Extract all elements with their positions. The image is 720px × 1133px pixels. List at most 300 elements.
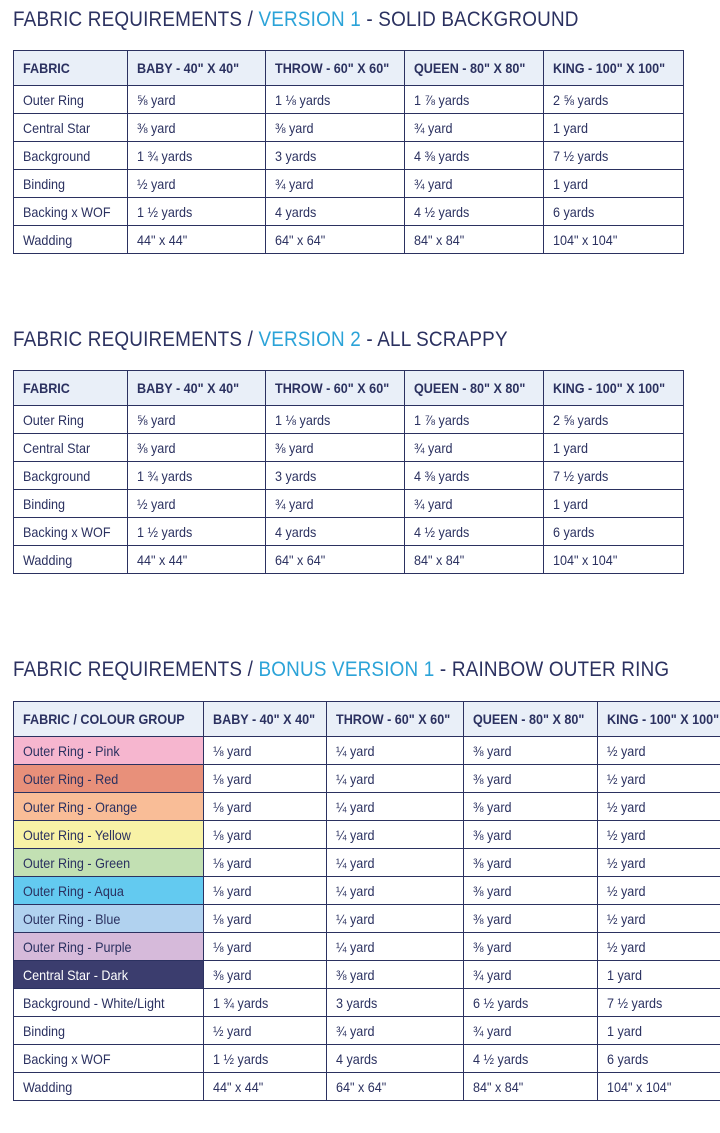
amount-cell (266, 170, 405, 198)
cell-text: ⅜ yard (275, 119, 314, 136)
cell-text: 4 ½ yards (414, 203, 470, 220)
column-header (14, 371, 128, 406)
cell-text: Outer Ring - Aqua (23, 882, 124, 899)
cell-text: ⅜ yard (472, 826, 512, 843)
cell-text: 1 ½ yards (136, 203, 193, 220)
amount-cell (544, 406, 684, 434)
cell-text: Outer Ring - Blue (23, 910, 121, 927)
cell-text: Outer Ring - Red (23, 770, 119, 787)
column-header (597, 702, 720, 737)
cell-text: 1 ¾ yards (212, 994, 269, 1011)
cell-text: Binding (23, 175, 66, 192)
table-row (14, 114, 684, 142)
table-row (14, 877, 720, 905)
cell-text: ½ yard (606, 770, 646, 787)
column-header (14, 702, 204, 737)
amount-cell (544, 518, 684, 546)
cell-text: 7 ½ yards (606, 994, 663, 1011)
colour-swatch-cell (14, 905, 204, 933)
amount-cell (327, 1045, 464, 1073)
cell-text: Outer Ring - Yellow (23, 826, 131, 843)
cell-text: ¼ yard (336, 938, 375, 955)
section-heading: FABRIC REQUIREMENTS / VERSION 2 - ALL SCRAPPY (13, 328, 508, 351)
cell-text: ¾ yard (472, 966, 512, 983)
amount-cell (405, 198, 544, 226)
fabric-name-cell (14, 86, 128, 114)
amount-cell (463, 905, 597, 933)
cell-text: Background (23, 467, 91, 484)
amount-cell (597, 765, 720, 793)
amount-cell (327, 793, 464, 821)
amount-cell (203, 1017, 326, 1045)
fabric-name-cell (14, 490, 128, 518)
column-header-label: THROW - 60" X 60" (275, 380, 390, 396)
cell-text: Binding (23, 495, 66, 512)
cell-text: ⅜ yard (212, 966, 252, 983)
amount-cell (127, 142, 266, 170)
amount-cell (405, 462, 544, 490)
cell-text: 1 ¾ yards (136, 147, 193, 164)
colour-swatch-cell (14, 933, 204, 961)
table-row (14, 198, 684, 226)
amount-cell (127, 226, 266, 254)
column-header (405, 371, 544, 406)
cell-text: ½ yard (136, 495, 176, 512)
amount-cell (597, 905, 720, 933)
cell-text: ⅛ yard (212, 798, 252, 815)
amount-cell (266, 142, 405, 170)
amount-cell (266, 86, 405, 114)
amount-cell (463, 989, 597, 1017)
column-header (14, 51, 128, 86)
cell-text: 104" x 104" (553, 231, 618, 248)
table-header-row (14, 51, 684, 86)
amount-cell (463, 877, 597, 905)
column-header-label: BABY - 40" X 40" (136, 60, 239, 76)
column-header-label: KING - 100" X 100" (606, 711, 719, 727)
amount-cell (597, 849, 720, 877)
amount-cell (203, 961, 326, 989)
cell-text: Central Star - Dark (23, 966, 129, 983)
amount-cell (203, 989, 326, 1017)
amount-cell (266, 546, 405, 574)
fabric-name-cell (14, 114, 128, 142)
section-version-2 (13, 328, 666, 568)
amount-cell (597, 1073, 720, 1101)
table-row (14, 793, 720, 821)
amount-cell (266, 434, 405, 462)
fabric-name-cell (14, 518, 128, 546)
cell-text: ½ yard (606, 938, 646, 955)
cell-text: 1 yard (606, 966, 642, 983)
amount-cell (203, 905, 326, 933)
amount-cell (463, 849, 597, 877)
fabric-name-cell (14, 989, 204, 1017)
amount-cell (266, 114, 405, 142)
amount-cell (127, 490, 266, 518)
cell-text: ⅜ yard (336, 966, 375, 983)
fabric-name-cell (14, 1073, 204, 1101)
amount-cell (203, 849, 326, 877)
amount-cell (203, 933, 326, 961)
cell-text: 7 ½ yards (553, 467, 609, 484)
table-row (14, 462, 684, 490)
table-row (14, 434, 684, 462)
table-header-row (14, 371, 684, 406)
cell-text: ¼ yard (336, 826, 375, 843)
cell-text: Background (23, 147, 91, 164)
section-bonus-version-1 (13, 658, 720, 1095)
cell-text: 84" x 84" (414, 551, 465, 568)
amount-cell (597, 877, 720, 905)
table-row (14, 546, 684, 574)
fabric-name-cell (14, 198, 128, 226)
cell-text: 1 ½ yards (212, 1050, 269, 1067)
colour-swatch-cell (14, 961, 204, 989)
amount-cell (127, 434, 266, 462)
amount-cell (327, 1073, 464, 1101)
table-row (14, 961, 720, 989)
cell-text: Backing x WOF (23, 523, 111, 540)
amount-cell (405, 546, 544, 574)
cell-text: 3 yards (275, 467, 317, 484)
column-header-label: BABY - 40" X 40" (212, 711, 315, 727)
fabric-name-cell (14, 546, 128, 574)
cell-text: 7 ½ yards (553, 147, 609, 164)
cell-text: 3 yards (275, 147, 317, 164)
table-row (14, 905, 720, 933)
cell-text: ¾ yard (275, 495, 314, 512)
column-header (203, 702, 326, 737)
cell-text: 1 ⅞ yards (414, 411, 470, 428)
amount-cell (463, 1017, 597, 1045)
cell-text: Backing x WOF (23, 1050, 111, 1067)
table-row (14, 933, 720, 961)
section-heading: FABRIC REQUIREMENTS / BONUS VERSION 1 - RAINBOW OUTER RING (13, 658, 670, 681)
cell-text: 4 yards (275, 203, 317, 220)
table-row (14, 170, 684, 198)
cell-text: Outer Ring - Green (23, 854, 131, 871)
cell-text: 6 yards (553, 203, 595, 220)
amount-cell (203, 765, 326, 793)
colour-swatch-cell (14, 849, 204, 877)
cell-text: ⅛ yard (212, 742, 252, 759)
cell-text: 1 yard (553, 495, 589, 512)
amount-cell (327, 905, 464, 933)
cell-text: 3 yards (336, 994, 378, 1011)
column-header-label: FABRIC (23, 60, 70, 76)
amount-cell (203, 1045, 326, 1073)
amount-cell (597, 821, 720, 849)
amount-cell (405, 86, 544, 114)
cell-text: ¼ yard (336, 910, 375, 927)
cell-text: 64" x 64" (275, 551, 326, 568)
amount-cell (266, 462, 405, 490)
column-header-label: QUEEN - 80" X 80" (414, 60, 526, 76)
cell-text: Wadding (23, 231, 73, 248)
column-header (327, 702, 464, 737)
cell-text: ½ yard (606, 854, 646, 871)
cell-text: ¼ yard (336, 882, 375, 899)
cell-text: ⅜ yard (472, 742, 512, 759)
fabric-name-cell (14, 142, 128, 170)
cell-text: Outer Ring - Orange (23, 798, 138, 815)
cell-text: 4 ⅜ yards (414, 467, 470, 484)
cell-text: ¾ yard (336, 1022, 375, 1039)
cell-text: 1 yard (553, 439, 589, 456)
column-header-label: QUEEN - 80" X 80" (472, 711, 585, 727)
amount-cell (203, 877, 326, 905)
fabric-name-cell (14, 1045, 204, 1073)
amount-cell (266, 518, 405, 546)
cell-text: 44" x 44" (136, 231, 188, 248)
amount-cell (597, 793, 720, 821)
amount-cell (544, 462, 684, 490)
cell-text: Backing x WOF (23, 203, 111, 220)
amount-cell (405, 434, 544, 462)
column-header (544, 371, 684, 406)
amount-cell (544, 490, 684, 518)
column-header (266, 51, 405, 86)
cell-text: 2 ⅝ yards (553, 411, 609, 428)
amount-cell (463, 793, 597, 821)
column-header-label: FABRIC / COLOUR GROUP (23, 711, 185, 727)
cell-text: 1 yard (606, 1022, 642, 1039)
cell-text: 44" x 44" (136, 551, 188, 568)
amount-cell (544, 114, 684, 142)
amount-cell (266, 490, 405, 518)
cell-text: ½ yard (606, 742, 646, 759)
table-row (14, 849, 720, 877)
table-row (14, 737, 720, 765)
amount-cell (203, 793, 326, 821)
cell-text: 4 yards (336, 1050, 378, 1067)
amount-cell (127, 462, 266, 490)
section-heading: FABRIC REQUIREMENTS / VERSION 1 - SOLID BACKGROUND (13, 8, 579, 31)
amount-cell (544, 142, 684, 170)
amount-cell (405, 226, 544, 254)
table-row (14, 518, 684, 546)
amount-cell (327, 989, 464, 1017)
amount-cell (405, 114, 544, 142)
amount-cell (327, 1017, 464, 1045)
cell-text: ¼ yard (336, 798, 375, 815)
amount-cell (597, 1017, 720, 1045)
amount-cell (327, 821, 464, 849)
amount-cell (544, 546, 684, 574)
amount-cell (463, 961, 597, 989)
column-header-label: BABY - 40" X 40" (136, 380, 239, 396)
amount-cell (127, 518, 266, 546)
amount-cell (203, 1073, 326, 1101)
amount-cell (544, 170, 684, 198)
table-row (14, 989, 720, 1017)
table-row (14, 406, 684, 434)
cell-text: ¾ yard (414, 495, 453, 512)
colour-swatch-cell (14, 821, 204, 849)
cell-text: Central Star (23, 119, 91, 136)
amount-cell (327, 933, 464, 961)
cell-text: ⅝ yard (136, 411, 176, 428)
amount-cell (463, 737, 597, 765)
amount-cell (597, 961, 720, 989)
cell-text: ⅛ yard (212, 854, 252, 871)
colour-swatch-cell (14, 737, 204, 765)
column-header (544, 51, 684, 86)
cell-text: 2 ⅝ yards (553, 91, 609, 108)
cell-text: ⅜ yard (472, 770, 512, 787)
amount-cell (463, 933, 597, 961)
column-header-label: THROW - 60" X 60" (275, 60, 390, 76)
cell-text: Outer Ring - Pink (23, 742, 120, 759)
fabric-name-cell (14, 226, 128, 254)
column-header (405, 51, 544, 86)
amount-cell (463, 1073, 597, 1101)
cell-text: ½ yard (606, 882, 646, 899)
cell-text: Outer Ring - Purple (23, 938, 132, 955)
cell-text: ½ yard (212, 1022, 252, 1039)
cell-text: ⅜ yard (472, 798, 512, 815)
cell-text: 64" x 64" (275, 231, 326, 248)
cell-text: 1 ⅛ yards (275, 411, 331, 428)
amount-cell (127, 546, 266, 574)
colour-swatch-cell (14, 765, 204, 793)
table-row (14, 1045, 720, 1073)
cell-text: Background - White/Light (23, 994, 165, 1011)
fabric-table (13, 370, 684, 574)
cell-text: ⅝ yard (136, 91, 176, 108)
cell-text: 84" x 84" (414, 231, 465, 248)
table-row (14, 1017, 720, 1045)
table-row (14, 1073, 720, 1101)
colour-swatch-cell (14, 793, 204, 821)
cell-text: ¾ yard (275, 175, 314, 192)
cell-text: ⅛ yard (212, 826, 252, 843)
fabric-name-cell (14, 406, 128, 434)
amount-cell (597, 989, 720, 1017)
cell-text: ¼ yard (336, 742, 375, 759)
cell-text: 4 yards (275, 523, 317, 540)
cell-text: ¼ yard (336, 770, 375, 787)
cell-text: 4 ½ yards (414, 523, 470, 540)
cell-text: Outer Ring (23, 411, 84, 428)
amount-cell (405, 170, 544, 198)
amount-cell (127, 406, 266, 434)
column-header (463, 702, 597, 737)
table-row (14, 490, 684, 518)
cell-text: ½ yard (606, 910, 646, 927)
table-row (14, 86, 684, 114)
cell-text: 6 yards (606, 1050, 649, 1067)
cell-text: ¾ yard (414, 439, 453, 456)
amount-cell (544, 198, 684, 226)
amount-cell (405, 518, 544, 546)
amount-cell (203, 821, 326, 849)
cell-text: Central Star (23, 439, 91, 456)
amount-cell (544, 226, 684, 254)
amount-cell (127, 86, 266, 114)
cell-text: 1 ⅞ yards (414, 91, 470, 108)
cell-text: ⅜ yard (275, 439, 314, 456)
cell-text: 84" x 84" (472, 1078, 524, 1095)
column-header-label: THROW - 60" X 60" (336, 711, 451, 727)
table-row (14, 821, 720, 849)
cell-text: Binding (23, 1022, 66, 1039)
cell-text: ⅜ yard (136, 439, 176, 456)
column-header-label: KING - 100" X 100" (553, 60, 666, 76)
column-header (127, 51, 266, 86)
colour-swatch-cell (14, 877, 204, 905)
amount-cell (127, 198, 266, 226)
cell-text: ¾ yard (472, 1022, 512, 1039)
table-row (14, 765, 720, 793)
amount-cell (544, 86, 684, 114)
amount-cell (327, 765, 464, 793)
cell-text: 1 yard (553, 175, 589, 192)
amount-cell (327, 737, 464, 765)
fabric-table (13, 701, 720, 1101)
cell-text: ⅜ yard (472, 854, 512, 871)
amount-cell (597, 1045, 720, 1073)
cell-text: 1 ⅛ yards (275, 91, 331, 108)
column-header (266, 371, 405, 406)
cell-text: 44" x 44" (212, 1078, 263, 1095)
amount-cell (266, 198, 405, 226)
amount-cell (127, 114, 266, 142)
amount-cell (127, 170, 266, 198)
cell-text: ½ yard (606, 826, 646, 843)
cell-text: 6 yards (553, 523, 595, 540)
cell-text: ⅜ yard (472, 910, 512, 927)
column-header-label: FABRIC (23, 380, 70, 396)
cell-text: ⅛ yard (212, 770, 252, 787)
amount-cell (327, 877, 464, 905)
amount-cell (405, 142, 544, 170)
cell-text: ⅛ yard (212, 938, 252, 955)
column-header (127, 371, 266, 406)
cell-text: Wadding (23, 551, 73, 568)
cell-text: ⅜ yard (472, 882, 512, 899)
cell-text: 4 ½ yards (472, 1050, 529, 1067)
fabric-name-cell (14, 1017, 204, 1045)
amount-cell (266, 406, 405, 434)
amount-cell (597, 737, 720, 765)
amount-cell (405, 490, 544, 518)
section-version-1 (13, 8, 666, 248)
cell-text: ½ yard (606, 798, 646, 815)
amount-cell (597, 933, 720, 961)
cell-text: ⅛ yard (212, 910, 252, 927)
column-header-label: KING - 100" X 100" (553, 380, 666, 396)
cell-text: ⅛ yard (212, 882, 252, 899)
cell-text: 104" x 104" (606, 1078, 671, 1095)
fabric-name-cell (14, 462, 128, 490)
table-row (14, 226, 684, 254)
amount-cell (463, 1045, 597, 1073)
amount-cell (463, 765, 597, 793)
amount-cell (203, 737, 326, 765)
cell-text: 4 ⅜ yards (414, 147, 470, 164)
amount-cell (405, 406, 544, 434)
cell-text: ½ yard (136, 175, 176, 192)
cell-text: ¼ yard (336, 854, 375, 871)
cell-text: 1 ½ yards (136, 523, 193, 540)
cell-text: 1 ¾ yards (136, 467, 193, 484)
cell-text: ¾ yard (414, 119, 453, 136)
cell-text: 104" x 104" (553, 551, 618, 568)
amount-cell (327, 961, 464, 989)
cell-text: ⅜ yard (136, 119, 176, 136)
